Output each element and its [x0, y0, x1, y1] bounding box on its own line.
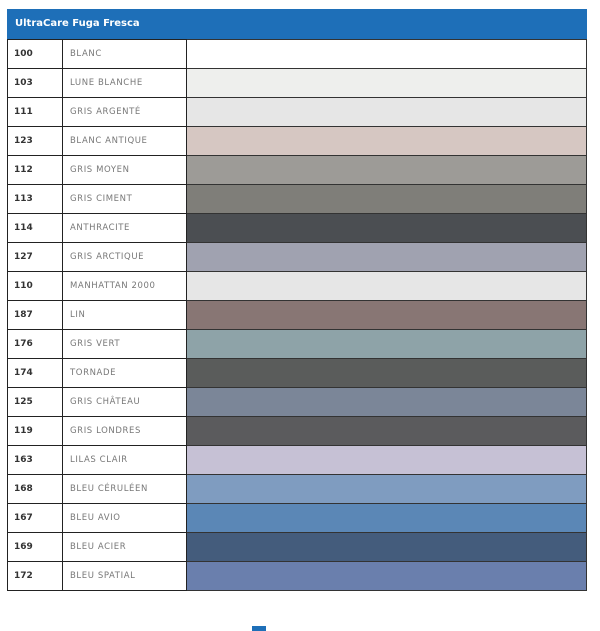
color-name: LUNE BLANCHE: [63, 69, 187, 98]
color-table-body: [8, 40, 587, 591]
color-code: 187: [8, 301, 63, 330]
color-name: GRIS CIMENT: [63, 185, 187, 214]
color-row: [8, 69, 587, 98]
color-swatch: [187, 475, 587, 504]
color-swatch: [187, 214, 587, 243]
color-row: [8, 301, 587, 330]
color-row: [8, 272, 587, 301]
color-row: [8, 388, 587, 417]
color-row: [8, 185, 587, 214]
color-name: TORNADE: [63, 359, 187, 388]
color-name: BLEU SPATIAL: [63, 562, 187, 591]
chart-header: [7, 9, 587, 39]
color-row: [8, 156, 587, 185]
color-swatch: [187, 359, 587, 388]
color-name: GRIS VERT: [63, 330, 187, 359]
color-swatch: [187, 156, 587, 185]
color-name: ANTHRACITE: [63, 214, 187, 243]
color-swatch: [187, 562, 587, 591]
color-code: 114: [8, 214, 63, 243]
color-row: [8, 214, 587, 243]
footer-mark: [252, 626, 266, 631]
color-row: [8, 504, 587, 533]
color-chart: [7, 9, 587, 591]
color-row: [8, 533, 587, 562]
color-code: 123: [8, 127, 63, 156]
color-name: LILAS CLAIR: [63, 446, 187, 475]
color-name: BLEU ACIER: [63, 533, 187, 562]
color-code: 125: [8, 388, 63, 417]
color-swatch: [187, 127, 587, 156]
chart-title: UltraCare Fuga Fresca: [15, 18, 140, 29]
color-name: BLEU CÉRULÉEN: [63, 475, 187, 504]
color-row: [8, 359, 587, 388]
color-code: 112: [8, 156, 63, 185]
color-swatch: [187, 243, 587, 272]
color-row: [8, 98, 587, 127]
color-swatch: [187, 504, 587, 533]
color-name: MANHATTAN 2000: [63, 272, 187, 301]
color-name: BLANC: [63, 40, 187, 69]
color-swatch: [187, 69, 587, 98]
color-name: GRIS LONDRES: [63, 417, 187, 446]
color-name: BLANC ANTIQUE: [63, 127, 187, 156]
color-swatch: [187, 533, 587, 562]
color-swatch: [187, 272, 587, 301]
color-swatch: [187, 98, 587, 127]
color-row: [8, 127, 587, 156]
color-row: [8, 475, 587, 504]
color-row: [8, 446, 587, 475]
color-code: 172: [8, 562, 63, 591]
color-row: [8, 417, 587, 446]
color-code: 167: [8, 504, 63, 533]
color-code: 176: [8, 330, 63, 359]
color-code: 113: [8, 185, 63, 214]
color-swatch: [187, 417, 587, 446]
color-name: GRIS ARCTIQUE: [63, 243, 187, 272]
color-swatch: [187, 301, 587, 330]
color-name: LIN: [63, 301, 187, 330]
color-code: 100: [8, 40, 63, 69]
color-code: 127: [8, 243, 63, 272]
color-swatch: [187, 388, 587, 417]
color-swatch: [187, 185, 587, 214]
color-code: 168: [8, 475, 63, 504]
color-row: [8, 562, 587, 591]
color-row: [8, 40, 587, 69]
color-name: GRIS CHÂTEAU: [63, 388, 187, 417]
color-swatch: [187, 330, 587, 359]
color-swatch: [187, 40, 587, 69]
color-name: GRIS MOYEN: [63, 156, 187, 185]
color-code: 119: [8, 417, 63, 446]
color-code: 174: [8, 359, 63, 388]
color-row: [8, 330, 587, 359]
color-table: [7, 39, 587, 591]
color-code: 110: [8, 272, 63, 301]
color-code: 103: [8, 69, 63, 98]
color-row: [8, 243, 587, 272]
color-code: 169: [8, 533, 63, 562]
color-name: BLEU AVIO: [63, 504, 187, 533]
color-code: 163: [8, 446, 63, 475]
color-code: 111: [8, 98, 63, 127]
color-name: GRIS ARGENTÉ: [63, 98, 187, 127]
color-swatch: [187, 446, 587, 475]
